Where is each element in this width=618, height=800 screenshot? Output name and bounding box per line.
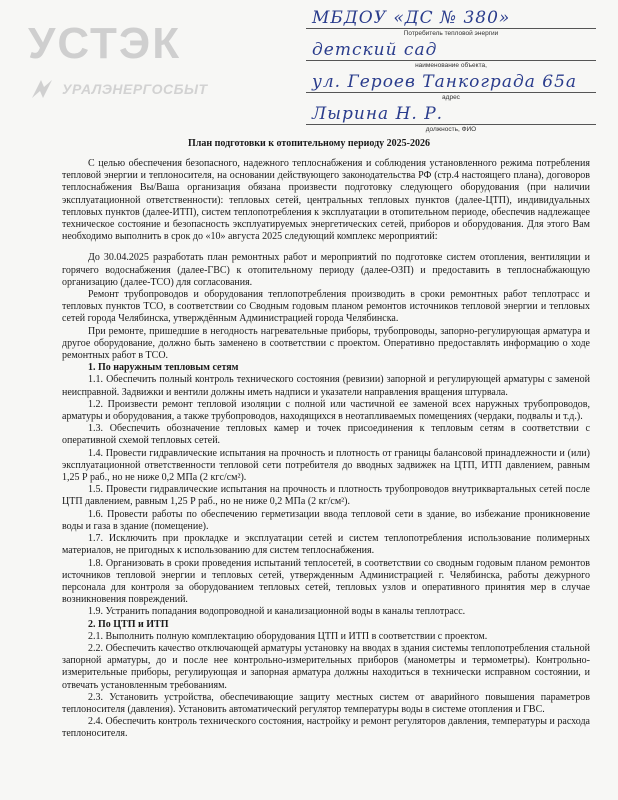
logo-wordmark: УСТЭК bbox=[28, 19, 182, 68]
recipient-field-line bbox=[306, 102, 596, 125]
section-heading: 2. По ЦТП и ИТП bbox=[88, 618, 169, 630]
recipient-field-line bbox=[306, 6, 596, 29]
recipient-field bbox=[306, 6, 596, 38]
recipient-field bbox=[306, 70, 596, 102]
field-caption: Потребитель тепловой энергии bbox=[403, 30, 499, 37]
logo-subline bbox=[30, 78, 208, 100]
paragraph: До 30.04.2025 разработать план ремонтных работ и мероприятий по подготовке систем отопления, вентиляции и горячего водоснабжения (далее-ГВС) к отопительному периоду (далее-ОЗП) и предоставить в теплоснабжающую организацию (далее-ТСО) для согласования. bbox=[62, 252, 590, 288]
document-body bbox=[62, 158, 590, 741]
paragraph: 1.4. Провести гидравлические испытания на прочность и плотность от границы балансовой принадлежности и (или) эксплуатационной ответственности тепловой сети потребителя до вводных задвижек на ЦТП, ИТП давлением, равным 1,25 Р раб., но не ниже 0,2 МПа (2 кгс/см²). bbox=[62, 447, 590, 484]
paragraph: 1.1. Обеспечить полный контроль технического состояния (ревизии) запорной и регулирующей арматуры с заменой неисправной. Задвижки и вентили должны иметь надписи и указатели направления вращения штурвала. bbox=[62, 374, 590, 398]
field-caption: наименование объекта, bbox=[415, 62, 487, 69]
paragraph: 2.2. Обеспечить качество отключающей арматуры установку на вводах в здания системы теплопотребления стальной запорной арматуры, до и после нее контрольно-измерительных приборов (манометры и термометры). Контрольно- измерительные приборы, регулирующая и запорная арматура должны находиться в технически исправном состоянии, и отвечать установленным требованиям. bbox=[62, 642, 590, 691]
paragraph: 1.3. Обеспечить обозначение тепловых камер и точек присоединения к тепловым сетям в соответствии с оперативной схемой тепловых сетей. bbox=[62, 423, 590, 447]
recipient-field bbox=[306, 102, 596, 134]
paragraph: Ремонт трубопроводов и оборудования теплопотребления производить в сроки ремонтных работ теплотрасс и тепловых пунктов ТСО, в соответствии со Сводным годовым планом ремонтов источников тепловой энергии и тепловых сетей города Челябинска, утверждённым Администрацией города Челябинска. bbox=[62, 289, 590, 325]
recipient-field-line bbox=[306, 70, 596, 93]
handwritten-value: Лырина Н. Р. bbox=[312, 104, 444, 124]
section-heading: 1. По наружным тепловым сетям bbox=[88, 362, 239, 374]
paragraph: 1.5. Провести гидравлические испытания на прочность и плотность трубопроводов внутриквартальных сетей после ЦТП давлением, равным 1,25 Р раб., но не ниже 0,2 МПа (2 кг/см²). bbox=[62, 484, 590, 508]
logo-subtitle: УРАЛЭНЕРГОСБЫТ bbox=[62, 81, 208, 97]
recipient-field bbox=[306, 38, 596, 70]
lightning-icon bbox=[30, 78, 54, 100]
paragraph: 2.4. Обеспечить контроль технического состояния, настройку и ремонт регуляторов давления, температуры и расхода теплоносителя. bbox=[62, 716, 590, 740]
handwritten-value: детский сад bbox=[312, 40, 438, 60]
paragraph: 1.9. Устранить попадания водопроводной и канализационной воды в каналы теплотрасс. bbox=[88, 606, 466, 618]
field-caption: должность, ФИО bbox=[425, 126, 477, 133]
paragraph: С целью обеспечения безопасного, надежного теплоснабжения и соблюдения установленного режима потребления тепловой энергии и теплоносителя, на основании действующего законодательства РФ (стр.4 настоящего плана), договоров теплоснабжения Вы/Ваша организация обязана произвести подготовку следующего оборудования (при наличии эксплуатационной ответственности): тепловых сетей, центральных тепловых пунктов (далее-ЦТП), индивидуальных тепловых пунктов (далее-ИТП), систем теплопотребления к эксплуатации в отопительном периоде, обеспечив надлежащее техническое состояние и безопасность эксплуатируемых энергетических сетей, приборов и оборудования. Для этого Вам необходимо выполнить в срок до «10» августа 2025 следующий комплекс мероприятий: bbox=[62, 158, 590, 243]
paragraph: 1.7. Исключить при прокладке и эксплуатации сетей и систем теплопотребления использование полимерных материалов, не пригодных к использованию для систем теплоснабжения. bbox=[62, 533, 590, 557]
paragraph: 2.1. Выполнить полную комплектацию оборудования ЦТП и ИТП в соответствии с проектом. bbox=[88, 630, 488, 642]
handwritten-value: МБДОУ «ДС № 380» bbox=[312, 8, 511, 28]
paragraph: 1.8. Организовать в сроки проведения испытаний теплосетей, в соответствии со сводным годовым планом ремонтов источников тепловой энергии и тепловых сетей, утвержденным Администрацией г. Челябинска, работы дежурного персонала для контроля за оборудованием тепловых сетей, тепловых узлов и оперативного принятия мер в случае возникновения повреждений. bbox=[62, 557, 590, 606]
company-logo bbox=[28, 19, 208, 97]
paragraph: При ремонте, пришедшие в негодность нагревательные приборы, трубопроводы, запорно-регулирующая арматура и другое оборудование, должно быть заменено в соответствии с проектом. Оперативно предоставлять информацию о ходе ремонтных работ в ТСО. bbox=[62, 325, 590, 362]
recipient-field-line bbox=[306, 38, 596, 61]
paragraph: 1.6. Провести работы по обеспечению герметизации ввода тепловой сети в здание, во избежание проникновение воды и газа в здание (помещение). bbox=[62, 508, 590, 532]
handwritten-value: ул. Героев Танкограда 65а bbox=[312, 72, 578, 92]
field-caption: адрес bbox=[442, 94, 460, 101]
recipient-block bbox=[306, 6, 596, 134]
paragraph: 1.2. Произвести ремонт тепловой изоляции с полной или частичной ее заменой всех наружных трубопроводов, арматуры и оборудования, а также трубопроводов, находящихся в неотапливаемых помещениях (чердаки, подвалы и т.д.). bbox=[62, 398, 590, 423]
paragraph: 2.3. Установить устройства, обеспечивающие защиту местных систем от аварийного повышения параметров теплоносителя (давления). Установить автоматический регулятор температуры воды в системе отопления и ГВС. bbox=[62, 691, 590, 715]
document-title: План подготовки к отопительному периоду 2025-2026 bbox=[188, 138, 430, 149]
